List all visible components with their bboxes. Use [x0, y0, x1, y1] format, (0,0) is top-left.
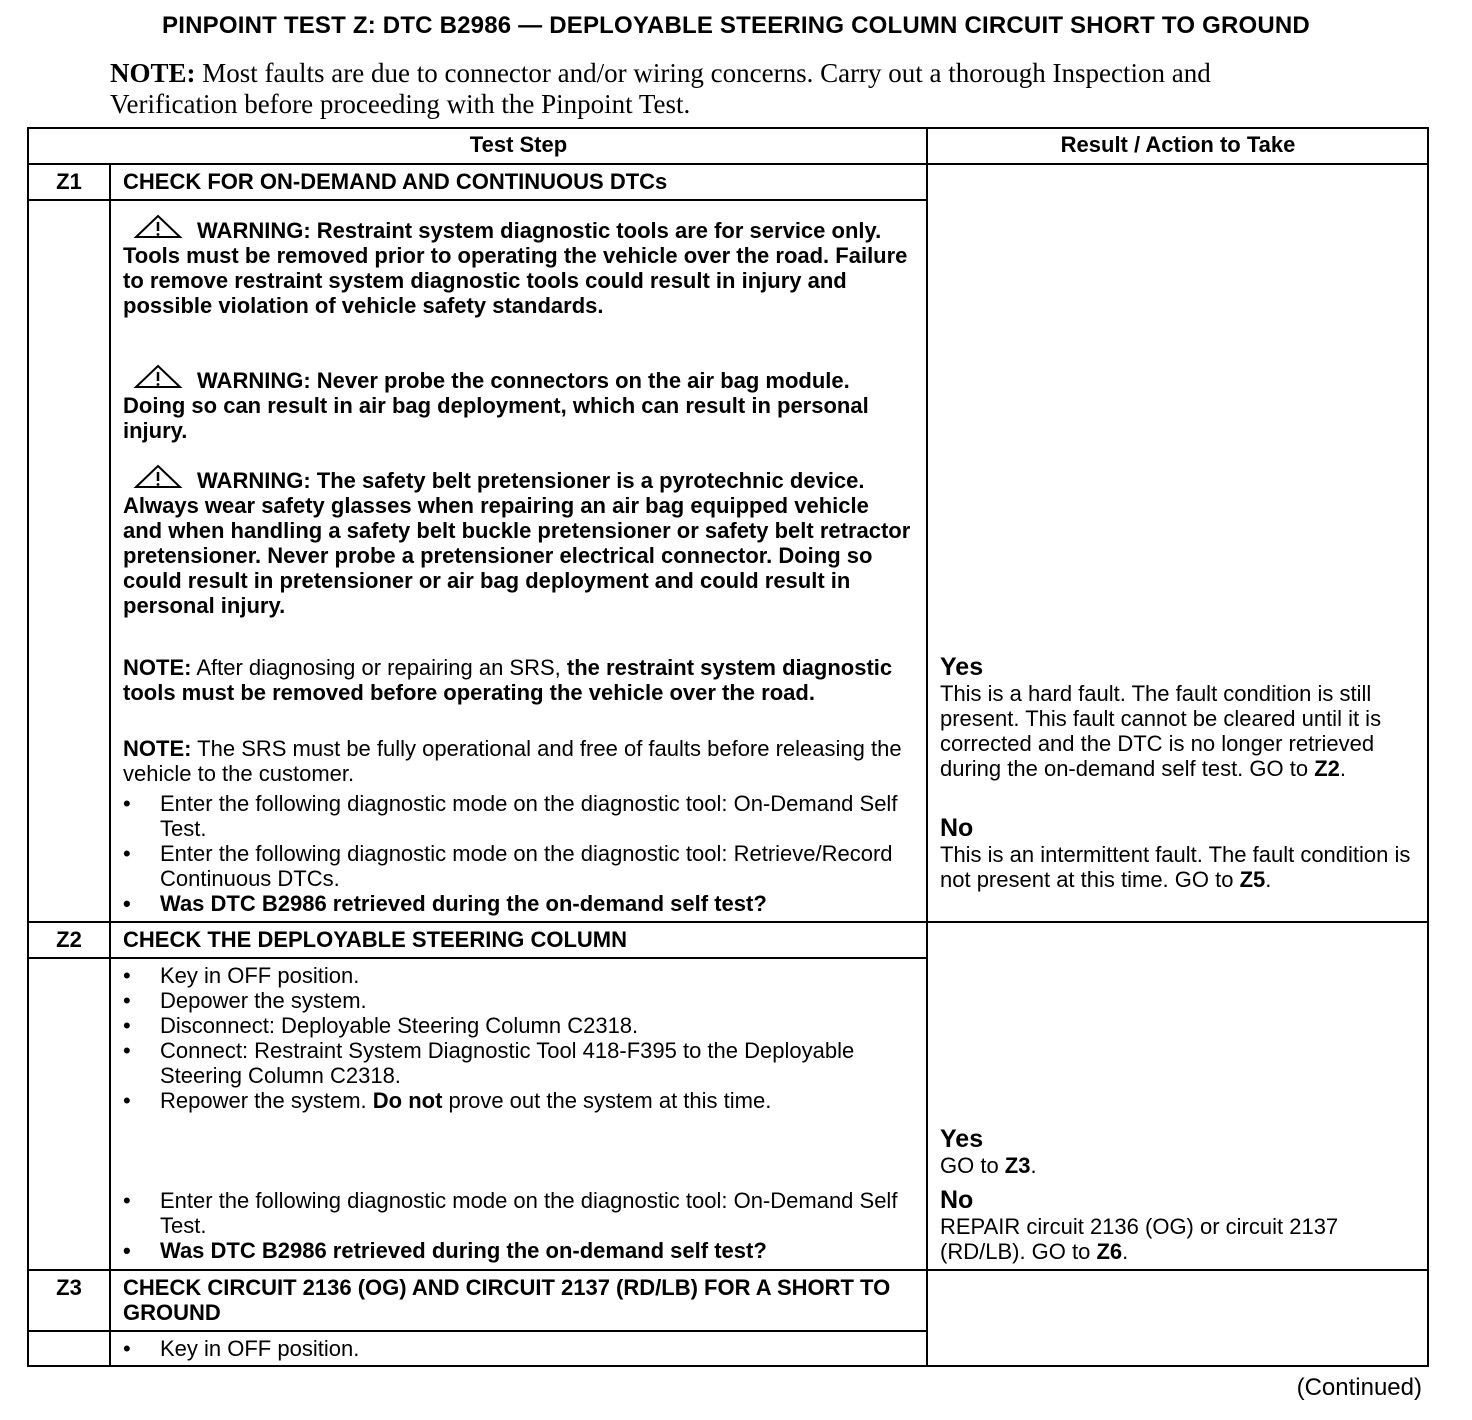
step-title-z1: CHECK FOR ON-DEMAND AND CONTINUOUS DTCs — [123, 169, 668, 194]
result-text: GO to — [940, 1153, 1005, 1178]
warning-triangle-icon — [133, 364, 183, 390]
step-title-z3: CHECK CIRCUIT 2136 (OG) AND CIRCUIT 2137 (RD/LB) FOR A SHORT TO GROUND — [123, 1275, 891, 1325]
list-item-text: Depower the system. — [160, 988, 367, 1013]
list-item — [123, 841, 913, 891]
result-text: This is a hard fault. The fault condition is still present. This fault cannot be cleared until it is corrected and the DTC is no longer retrieved during the on-demand self test. GO to — [940, 681, 1382, 781]
list-item — [123, 791, 913, 841]
goto-link[interactable]: Z2 — [1314, 756, 1340, 781]
result-yes-label: Yes — [940, 653, 984, 681]
bullet-icon: • — [123, 791, 131, 816]
result-no-text — [940, 842, 1424, 892]
z1-result-no — [940, 814, 1424, 892]
period: . — [1030, 1153, 1037, 1178]
bullet-icon: • — [123, 988, 131, 1013]
list-item — [123, 1013, 913, 1038]
note-srs-operational — [123, 736, 913, 786]
list-item-text: prove out the system at this time. — [442, 1088, 772, 1113]
list-item — [123, 1038, 913, 1088]
note-bold-text: the restraint system diagnostic tools must be removed before operating the vehicle over the road. — [123, 655, 893, 705]
result-no-label: No — [940, 1186, 974, 1214]
note-label: NOTE: — [123, 736, 192, 761]
z1-title-rule — [27, 199, 927, 201]
step-id-divider — [109, 164, 111, 1367]
result-no-label: No — [940, 814, 974, 842]
note-remove-tools — [123, 655, 913, 705]
step-id-z1: Z1 — [56, 169, 82, 194]
list-item — [123, 1238, 913, 1263]
warning-triangle-icon — [133, 214, 183, 240]
goto-link[interactable]: Z5 — [1239, 867, 1266, 892]
list-item-text: Key in OFF position. — [160, 1336, 360, 1361]
period: . — [1265, 867, 1272, 892]
header-result-action: Result / Action to Take — [1060, 132, 1296, 157]
step-id-z3: Z3 — [56, 1275, 82, 1300]
warning-text: WARNING: Restraint system diagnostic tools are for service only. Tools must be removed prior to operating the vehicle over the road. Failure to remove restraint system diagnostic tools could result in injury and possible violation of vehicle safety standards. — [123, 218, 908, 318]
warning-air-bag-connectors — [123, 364, 913, 443]
z1-end-rule — [27, 921, 1429, 923]
column-divider — [926, 127, 928, 1367]
z2-check-list — [123, 1188, 913, 1263]
z2-title-rule — [27, 957, 927, 959]
list-item-text: Connect: Restraint System Diagnostic Tool 418-F395 to the Deployable Steering Column C2318. — [160, 1038, 855, 1088]
bullet-icon: • — [123, 963, 131, 988]
bullet-icon: • — [123, 1088, 131, 1113]
list-item — [123, 1336, 913, 1361]
list-item-text: Enter the following diagnostic mode on the diagnostic tool: On-Demand Self Test. — [160, 1188, 898, 1238]
step-question: Was DTC B2986 retrieved during the on-demand self test? — [160, 891, 767, 916]
goto-link[interactable]: Z6 — [1096, 1239, 1123, 1264]
result-yes-label: Yes — [940, 1125, 984, 1153]
warning-triangle-icon — [133, 464, 183, 490]
list-item-text: Enter the following diagnostic mode on the diagnostic tool: Retrieve/Record Continuous DTCs. — [160, 841, 893, 891]
bullet-icon: • — [123, 1188, 131, 1213]
step-question: Was DTC B2986 retrieved during the on-demand self test? — [160, 1238, 767, 1263]
result-no-text — [940, 1214, 1424, 1264]
list-item-text: Repower the system. — [160, 1088, 373, 1113]
result-text: This is an intermittent fault. The fault condition is not present at this time. GO to — [940, 842, 1411, 892]
warning-diagnostic-tools — [123, 214, 913, 318]
z2-result-no — [940, 1186, 1424, 1264]
warning-text: WARNING: Never probe the connectors on the air bag module. Doing so can result in air bag deployment, which can result in personal injury. — [123, 368, 869, 443]
z1-instruction-list — [123, 791, 913, 916]
bullet-icon: • — [123, 841, 131, 866]
period: . — [1339, 756, 1347, 781]
z3-instruction-list — [123, 1336, 913, 1361]
list-item — [123, 1188, 913, 1238]
warning-pretensioner — [123, 464, 913, 618]
list-item-text: Disconnect: Deployable Steering Column C2318. — [160, 1013, 639, 1038]
list-item — [123, 988, 913, 1013]
note-plain-text: The SRS must be fully operational and free of faults before releasing the vehicle to the customer. — [123, 736, 902, 786]
step-title-z2: CHECK THE DEPLOYABLE STEERING COLUMN — [123, 927, 628, 952]
result-yes-text — [940, 1153, 1424, 1178]
list-item-bold: Do not — [372, 1088, 443, 1113]
list-item — [123, 1088, 913, 1113]
intro-note — [110, 58, 1310, 120]
result-yes-text — [940, 681, 1424, 781]
header-rule — [27, 163, 1429, 165]
warning-text: WARNING: The safety belt pretensioner is a pyrotechnic device. Always wear safety glasses when repairing an air bag equipped vehicle and when handling a safety belt buckle pretensioner or safety belt retractor pretensioner. Never probe a pretensioner electrical connector. Doing so could result in pretensioner or air bag deployment and could result in personal injury. — [123, 468, 911, 618]
list-item-text: Key in OFF position. — [160, 963, 360, 988]
z3-title-rule — [27, 1330, 927, 1332]
note-label: NOTE: — [123, 655, 192, 680]
result-text: REPAIR circuit 2136 (OG) or circuit 2137 (RD/LB). GO to — [940, 1214, 1339, 1264]
continued-label: (Continued) — [1296, 1374, 1422, 1401]
goto-link[interactable]: Z3 — [1004, 1153, 1031, 1178]
bullet-icon: • — [123, 1238, 131, 1263]
z2-instruction-list — [123, 963, 913, 1113]
z2-result-yes — [940, 1125, 1424, 1178]
list-item — [123, 891, 913, 916]
page-title: PINPOINT TEST Z: DTC B2986 — DEPLOYABLE STEERING COLUMN CIRCUIT SHORT TO GROUND — [162, 12, 1310, 39]
bullet-icon: • — [123, 891, 131, 916]
intro-note-text: Most faults are due to connector and/or wiring concerns. Carry out a thorough Inspection and Verification before proceeding with the Pinpoint Test. — [110, 58, 1211, 119]
z2-end-rule — [27, 1269, 1429, 1271]
bullet-icon: • — [123, 1013, 131, 1038]
z1-result-yes — [940, 653, 1424, 781]
list-item-text: Enter the following diagnostic mode on the diagnostic tool: On-Demand Self Test. — [160, 791, 898, 841]
intro-note-label: NOTE: — [110, 58, 196, 88]
period: . — [1122, 1239, 1129, 1264]
bullet-icon: • — [123, 1038, 131, 1063]
bullet-icon: • — [123, 1336, 131, 1361]
step-id-z2: Z2 — [56, 927, 82, 952]
header-test-step: Test Step — [469, 132, 568, 157]
list-item — [123, 963, 913, 988]
note-plain-text: After diagnosing or repairing an SRS, — [191, 655, 567, 680]
